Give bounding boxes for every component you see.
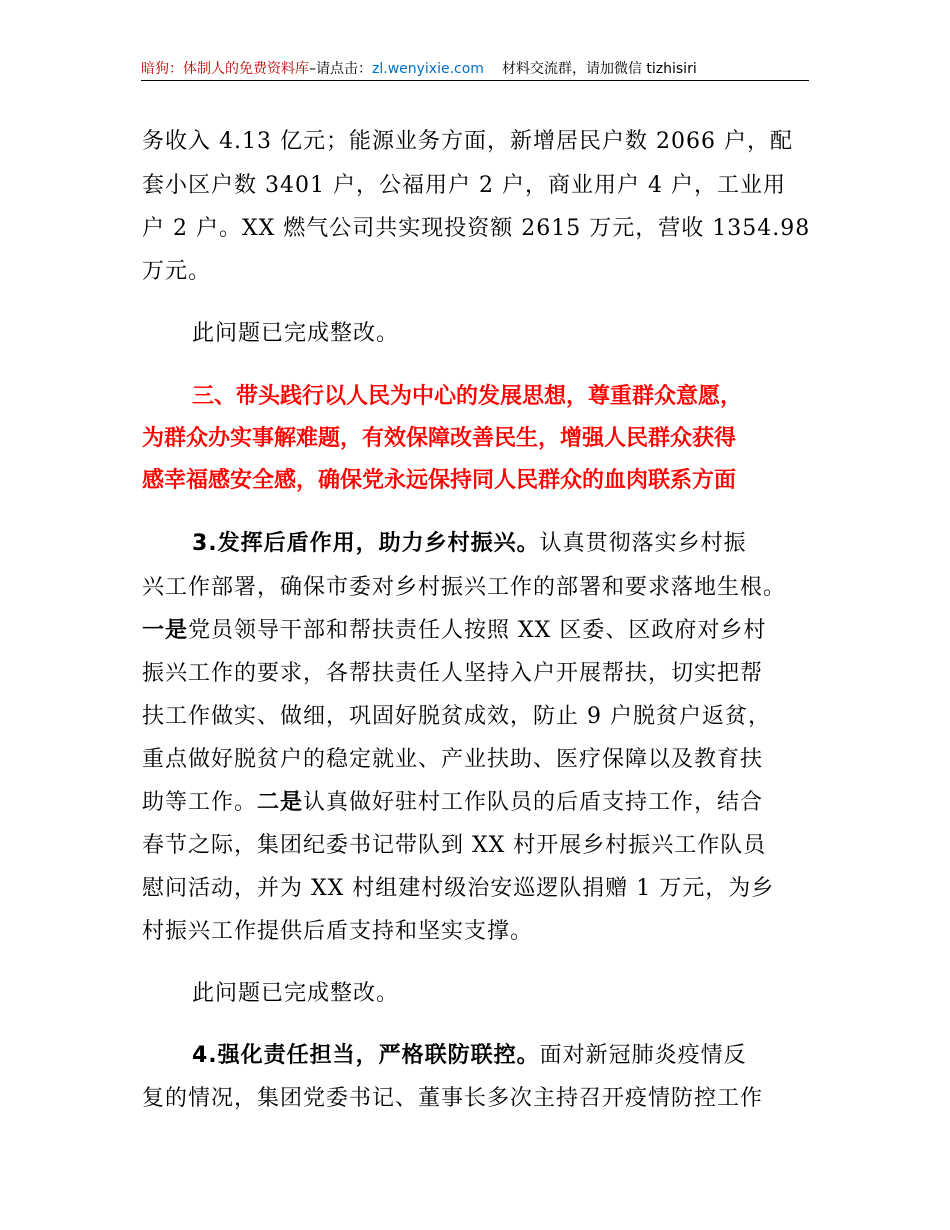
section-heading-line: 感幸福感安全感，确保党永远保持同人民群众的血肉联系方面 <box>142 468 737 493</box>
text-line: 振兴工作的要求，各帮扶责任人坚持入户开展帮扶，切实把帮 <box>142 661 764 686</box>
header-brand: 暗狗：体制人的免费资料库 <box>141 61 309 77</box>
text-line: 套小区户数 3401 户，公福用户 2 户，商业用户 4 户，工业用 <box>142 173 786 198</box>
point-two-label: 二是 <box>257 790 304 815</box>
text-line: 春节之际，集团纪委书记带队到 XX 村开展乡村振兴工作队员 <box>142 833 767 858</box>
section-heading-line: 为群众办实事解难题，有效保障改善民生，增强人民群众获得 <box>142 426 737 451</box>
text-line: 万元。 <box>142 259 212 284</box>
text-span: 党员领导干部和帮扶责任人按照 XX 区委、区政府对乡村 <box>188 618 767 643</box>
text-line: 户 2 户。XX 燃气公司共实现投资额 2615 万元，营收 1354.98 <box>142 216 811 241</box>
text-line: 务收入 4.13 亿元；能源业务方面，新增居民户数 2066 户，配 <box>142 129 793 154</box>
item-3-title: 3.发挥后盾作用，助力乡村振兴。 <box>192 531 540 556</box>
text-line: 重点做好脱贫户的稳定就业、产业扶助、医疗保障以及教育扶 <box>142 747 764 772</box>
header-group-info: 材料交流群，请加微信 tizhisiri <box>501 61 697 77</box>
text-line: 扶工作做实、做细，巩固好脱贫成效，防止 9 户脱贫户返贫， <box>142 704 771 729</box>
page-header <box>141 58 809 81</box>
section-heading-line: 三、带头践行以人民为中心的发展思想，尊重群众意愿， <box>192 384 743 409</box>
text-line: 复的情况，集团党委书记、董事长多次主持召开疫情防控工作 <box>142 1086 764 1111</box>
text-span: 面对新冠肺炎疫情反 <box>539 1043 747 1068</box>
text-line: 村振兴工作提供后盾支持和坚实支撑。 <box>142 919 534 944</box>
item-4-first-line <box>192 1042 747 1070</box>
point-one-label: 一是 <box>142 618 189 643</box>
text-span: 认真做好驻村工作队员的后盾支持工作，结合 <box>303 790 764 815</box>
text-line: 兴工作部署，确保市委对乡村振兴工作的部署和要求落地生根。 <box>142 575 787 600</box>
rectification-status: 此问题已完成整改。 <box>192 321 400 346</box>
text-line <box>142 617 766 645</box>
item-4-title: 4.强化责任担当，严格联防联控。 <box>192 1043 540 1068</box>
text-line: 慰问活动，并为 XX 村组建村级治安巡逻队捐赠 1 万元，为乡 <box>142 876 775 901</box>
rectification-status: 此问题已完成整改。 <box>192 981 400 1006</box>
header-url-link[interactable]: zl.wenyixie.com <box>372 61 484 77</box>
text-span: 认真贯彻落实乡村振 <box>539 531 747 556</box>
header-click-prompt: –请点击： <box>309 61 372 77</box>
item-3-first-line <box>192 530 747 558</box>
text-line <box>142 789 763 817</box>
text-span: 助等工作。 <box>142 790 258 815</box>
